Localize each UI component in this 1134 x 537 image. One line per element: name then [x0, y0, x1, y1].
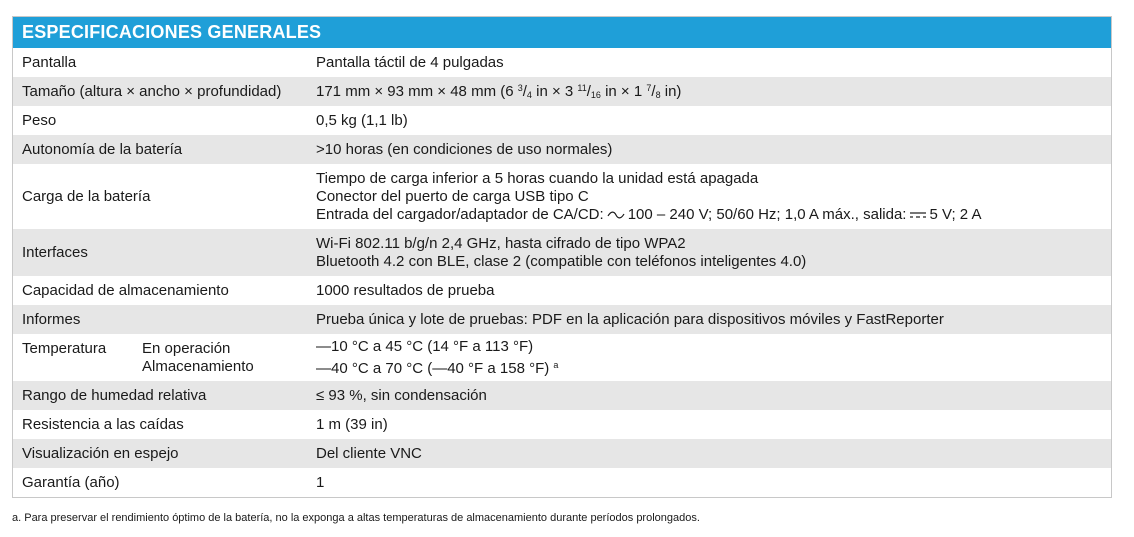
row-label: Rango de humedad relativa [22, 386, 207, 404]
value-line: Entrada del cargador/adaptador de CA/CD: 100 – 240 V; 50/60 Hz; 1,0 A máx., salida: 5 V; 2 A [316, 205, 982, 223]
value-line: Wi-Fi 802.11 b/g/n 2,4 GHz, hasta cifrado de tipo WPA2 [316, 234, 686, 252]
row-value: ≤ 93 %, sin condensación [316, 386, 487, 404]
row-label: Carga de la batería [22, 187, 151, 205]
row-label: Resistencia a las caídas [22, 415, 184, 433]
table-row [13, 135, 1111, 164]
row-label: Peso [22, 111, 57, 129]
storage-label: Almacenamiento [142, 357, 254, 375]
row-value: Del cliente VNC [316, 444, 422, 462]
table-row [13, 305, 1111, 334]
value-line: —10 °C a 45 °C (14 °F a 113 °F) [316, 337, 534, 355]
row-label: Interfaces [22, 243, 88, 261]
row-value: Pantalla táctil de 4 pulgadas [316, 53, 504, 71]
table-row [13, 410, 1111, 439]
operating-label: En operación [142, 339, 231, 357]
value-line: —40 °C a 70 °C (—40 °F a 158 °F) $^a$ [316, 359, 559, 377]
row-value [316, 235, 1111, 271]
spec-table [12, 16, 1112, 498]
ac-current-icon [607, 210, 625, 220]
row-label: Pantalla [22, 53, 77, 71]
row-label: Informes [22, 310, 81, 328]
row-value: 1 [316, 473, 325, 491]
table-title: ESPECIFICACIONES GENERALES [13, 17, 1111, 48]
value-line: Tiempo de carga inferior a 5 horas cuando la unidad está apagada [316, 169, 759, 187]
footnote-mark: a [553, 359, 559, 370]
value-line: Conector del puerto de carga USB tipo C [316, 187, 589, 205]
row-value: 171 mm × 93 mm × 48 mm (6 $^3/_4$ in × 3 $^{11}/_{16}$ in × 1 $^7/_8$ in) [316, 83, 682, 100]
row-value: Prueba única y lote de pruebas: PDF en la aplicación para dispositivos móviles y FastReporter [316, 310, 944, 328]
table-row [13, 229, 1111, 276]
table-row [13, 468, 1111, 497]
dc-current-icon [909, 210, 927, 220]
table-row [13, 48, 1111, 77]
row-value [316, 338, 1111, 378]
footnote: a. Para preservar el rendimiento óptimo de la batería, no la exponga a altas temperaturas de almacenamiento durante períodos prolongados. [12, 512, 700, 524]
table-row [13, 439, 1111, 468]
table-row [13, 106, 1111, 135]
value-line: Bluetooth 4.2 con BLE, clase 2 (compatible con teléfonos inteligentes 4.0) [316, 252, 807, 270]
row-label: Garantía (año) [22, 473, 120, 491]
row-label: Visualización en espejo [22, 444, 179, 462]
temperature-label: Temperatura [22, 339, 107, 357]
row-value: 1 m (39 in) [316, 415, 388, 433]
table-row [13, 77, 1111, 106]
row-label: Capacidad de almacenamiento [22, 281, 229, 299]
table-row [13, 334, 1111, 381]
row-value: >10 horas (en condiciones de uso normales) [316, 140, 613, 158]
temperature-sub-labels [142, 340, 254, 376]
row-value [316, 170, 1111, 224]
row-label: Autonomía de la batería [22, 140, 183, 158]
table-row [13, 276, 1111, 305]
table-row [13, 164, 1111, 229]
row-value: 1000 resultados de prueba [316, 281, 495, 299]
row-label [13, 340, 316, 376]
row-label: Tamaño (altura × ancho × profundidad) [22, 82, 282, 100]
table-row [13, 381, 1111, 410]
row-value: 0,5 kg (1,1 lb) [316, 111, 408, 129]
